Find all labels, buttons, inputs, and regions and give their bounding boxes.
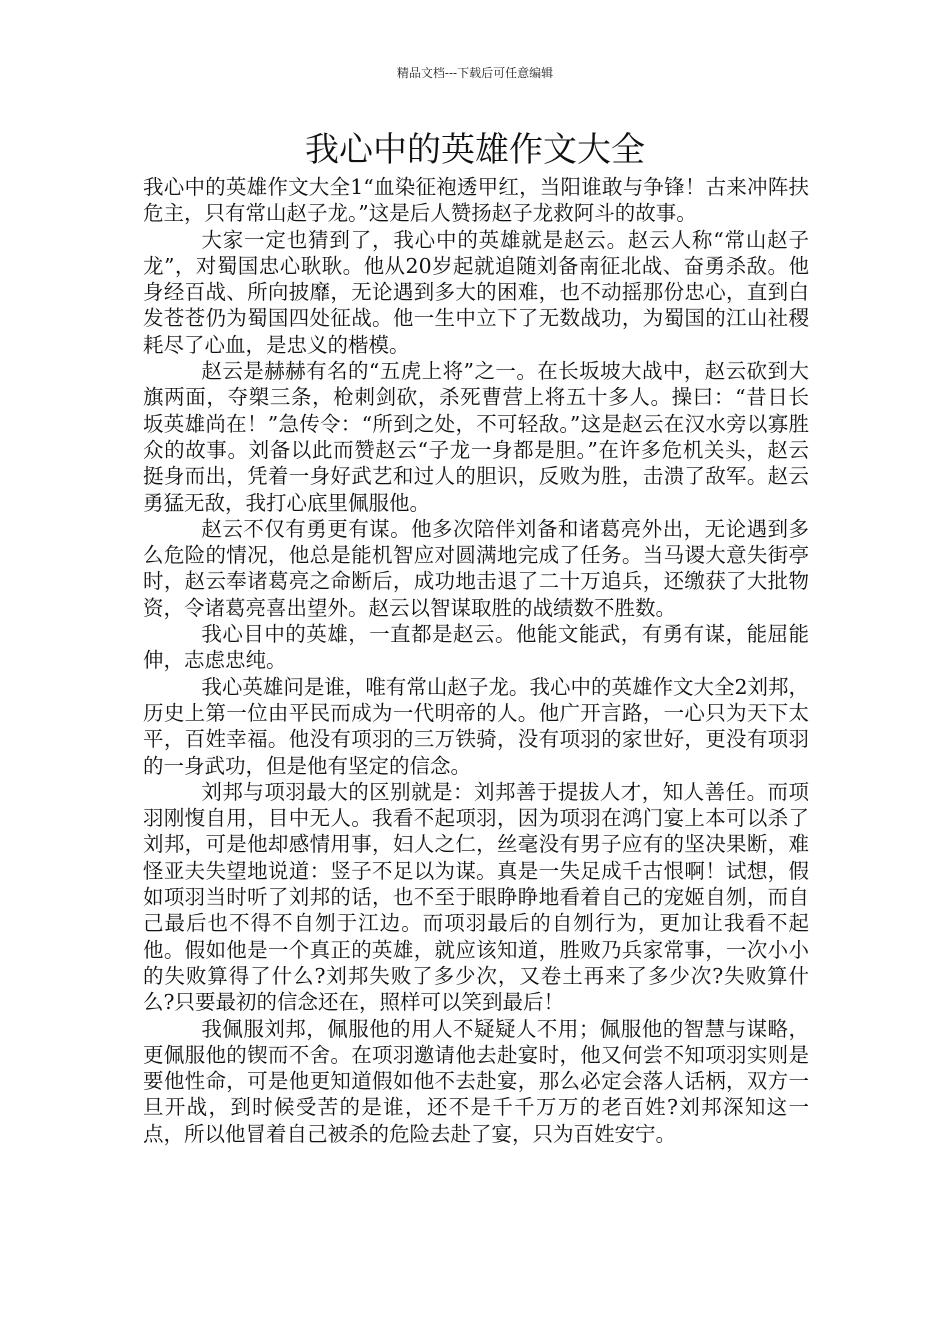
paragraph: 我心英雄问是谁，唯有常山赵子龙。我心中的英雄作文大全2刘邦，历史上第一位由平民而成为一代明帝的人。他广开言路，一心只为天下太平，百姓幸福。他没有项羽的三万铁骑，没有项羽的家世好，更没有项羽的一身武功，但是他有坚定的信念。 bbox=[143, 674, 809, 778]
paragraph: 我心目中的英雄，一直都是赵云。他能文能武，有勇有谋，能屈能伸，志虑忠纯。 bbox=[143, 622, 809, 673]
paragraph: 我心中的英雄作文大全1“血染征袍透甲红，当阳谁敢与争锋！古来冲阵扶危主，只有常山赵子龙。”这是后人赞扬赵子龙救阿斗的故事。 bbox=[143, 175, 809, 226]
document-body bbox=[143, 174, 809, 1147]
paragraph: 大家一定也猜到了，我心中的英雄就是赵云。赵云人称“常山赵子龙”，对蜀国忠心耿耿。他从20岁起就追随刘备南征北战、奋勇杀敌。他身经百战、所向披靡，无论遇到多大的困难，也不动摇那份忠心，直到白发苍苍仍为蜀国四处征战。他一生中立下了无数战功，为蜀国的江山社稷耗尽了心血，是忠义的楷模。 bbox=[143, 227, 809, 357]
paragraph: 我佩服刘邦，佩服他的用人不疑疑人不用；佩服他的智慧与谋略，更佩服他的锲而不舍。在项羽邀请他去赴宴时，他又何尝不知项羽实则是要他性命，可是他更知道假如他不去赴宴，那么必定会落人话柄，双方一旦开战，到时候受苦的是谁，还不是千千万万的老百姓?刘邦深知这一点，所以他冒着自己被杀的危险去赴了宴，只为百姓安宁。 bbox=[143, 1016, 809, 1146]
page-header-note: 精品文档---下载后可任意编辑 bbox=[396, 66, 554, 80]
paragraph: 赵云是赫赫有名的“五虎上将”之一。在长坂坡大战中，赵云砍到大旗两面，夺槊三条，枪刺剑砍，杀死曹营上将五十多人。操曰：“昔日长坂英雄尚在！”急传令：“所到之处，不可轻敌。”这是赵云在汉水旁以寡胜众的故事。刘备以此而赞赵云“子龙一身都是胆。”在许多危机关头，赵云挺身而出，凭着一身好武艺和过人的胆识，反败为胜，击溃了敌军。赵云勇猛无敌，我打心底里佩服他。 bbox=[143, 359, 809, 515]
document-title: 我心中的英雄作文大全 bbox=[305, 130, 645, 170]
paragraph: 赵云不仅有勇更有谋。他多次陪伴刘备和诸葛亮外出，无论遇到多么危险的情况，他总是能机智应对圆满地完成了任务。当马谡大意失街亭时，赵云奉诸葛亮之命断后，成功地击退了二十万追兵，还缴获了大批物资，令诸葛亮喜出望外。赵云以智谋取胜的战绩数不胜数。 bbox=[143, 516, 809, 620]
paragraph: 刘邦与项羽最大的区别就是：刘邦善于提拔人才，知人善任。而项羽刚愎自用，目中无人。我看不起项羽，因为项羽在鸿门宴上本可以杀了刘邦，可是他却感情用事，妇人之仁，丝毫没有男子应有的坚决果断，难怪亚夫失望地说道：竖子不足以为谋。真是一失足成千古恨啊！试想，假如项羽当时听了刘邦的话，也不至于眼睁睁地看着自己的宠姬自刎，而自己最后也不得不自刎于江边。而项羽最后的自刎行为，更加让我看不起他。假如他是一个真正的英雄，就应该知道，胜败乃兵家常事，一次小小的失败算得了什么?刘邦失败了多少次，又卷土再来了多少次?失败算什么?只要最初的信念还在，照样可以笑到最后！ bbox=[143, 779, 809, 1015]
